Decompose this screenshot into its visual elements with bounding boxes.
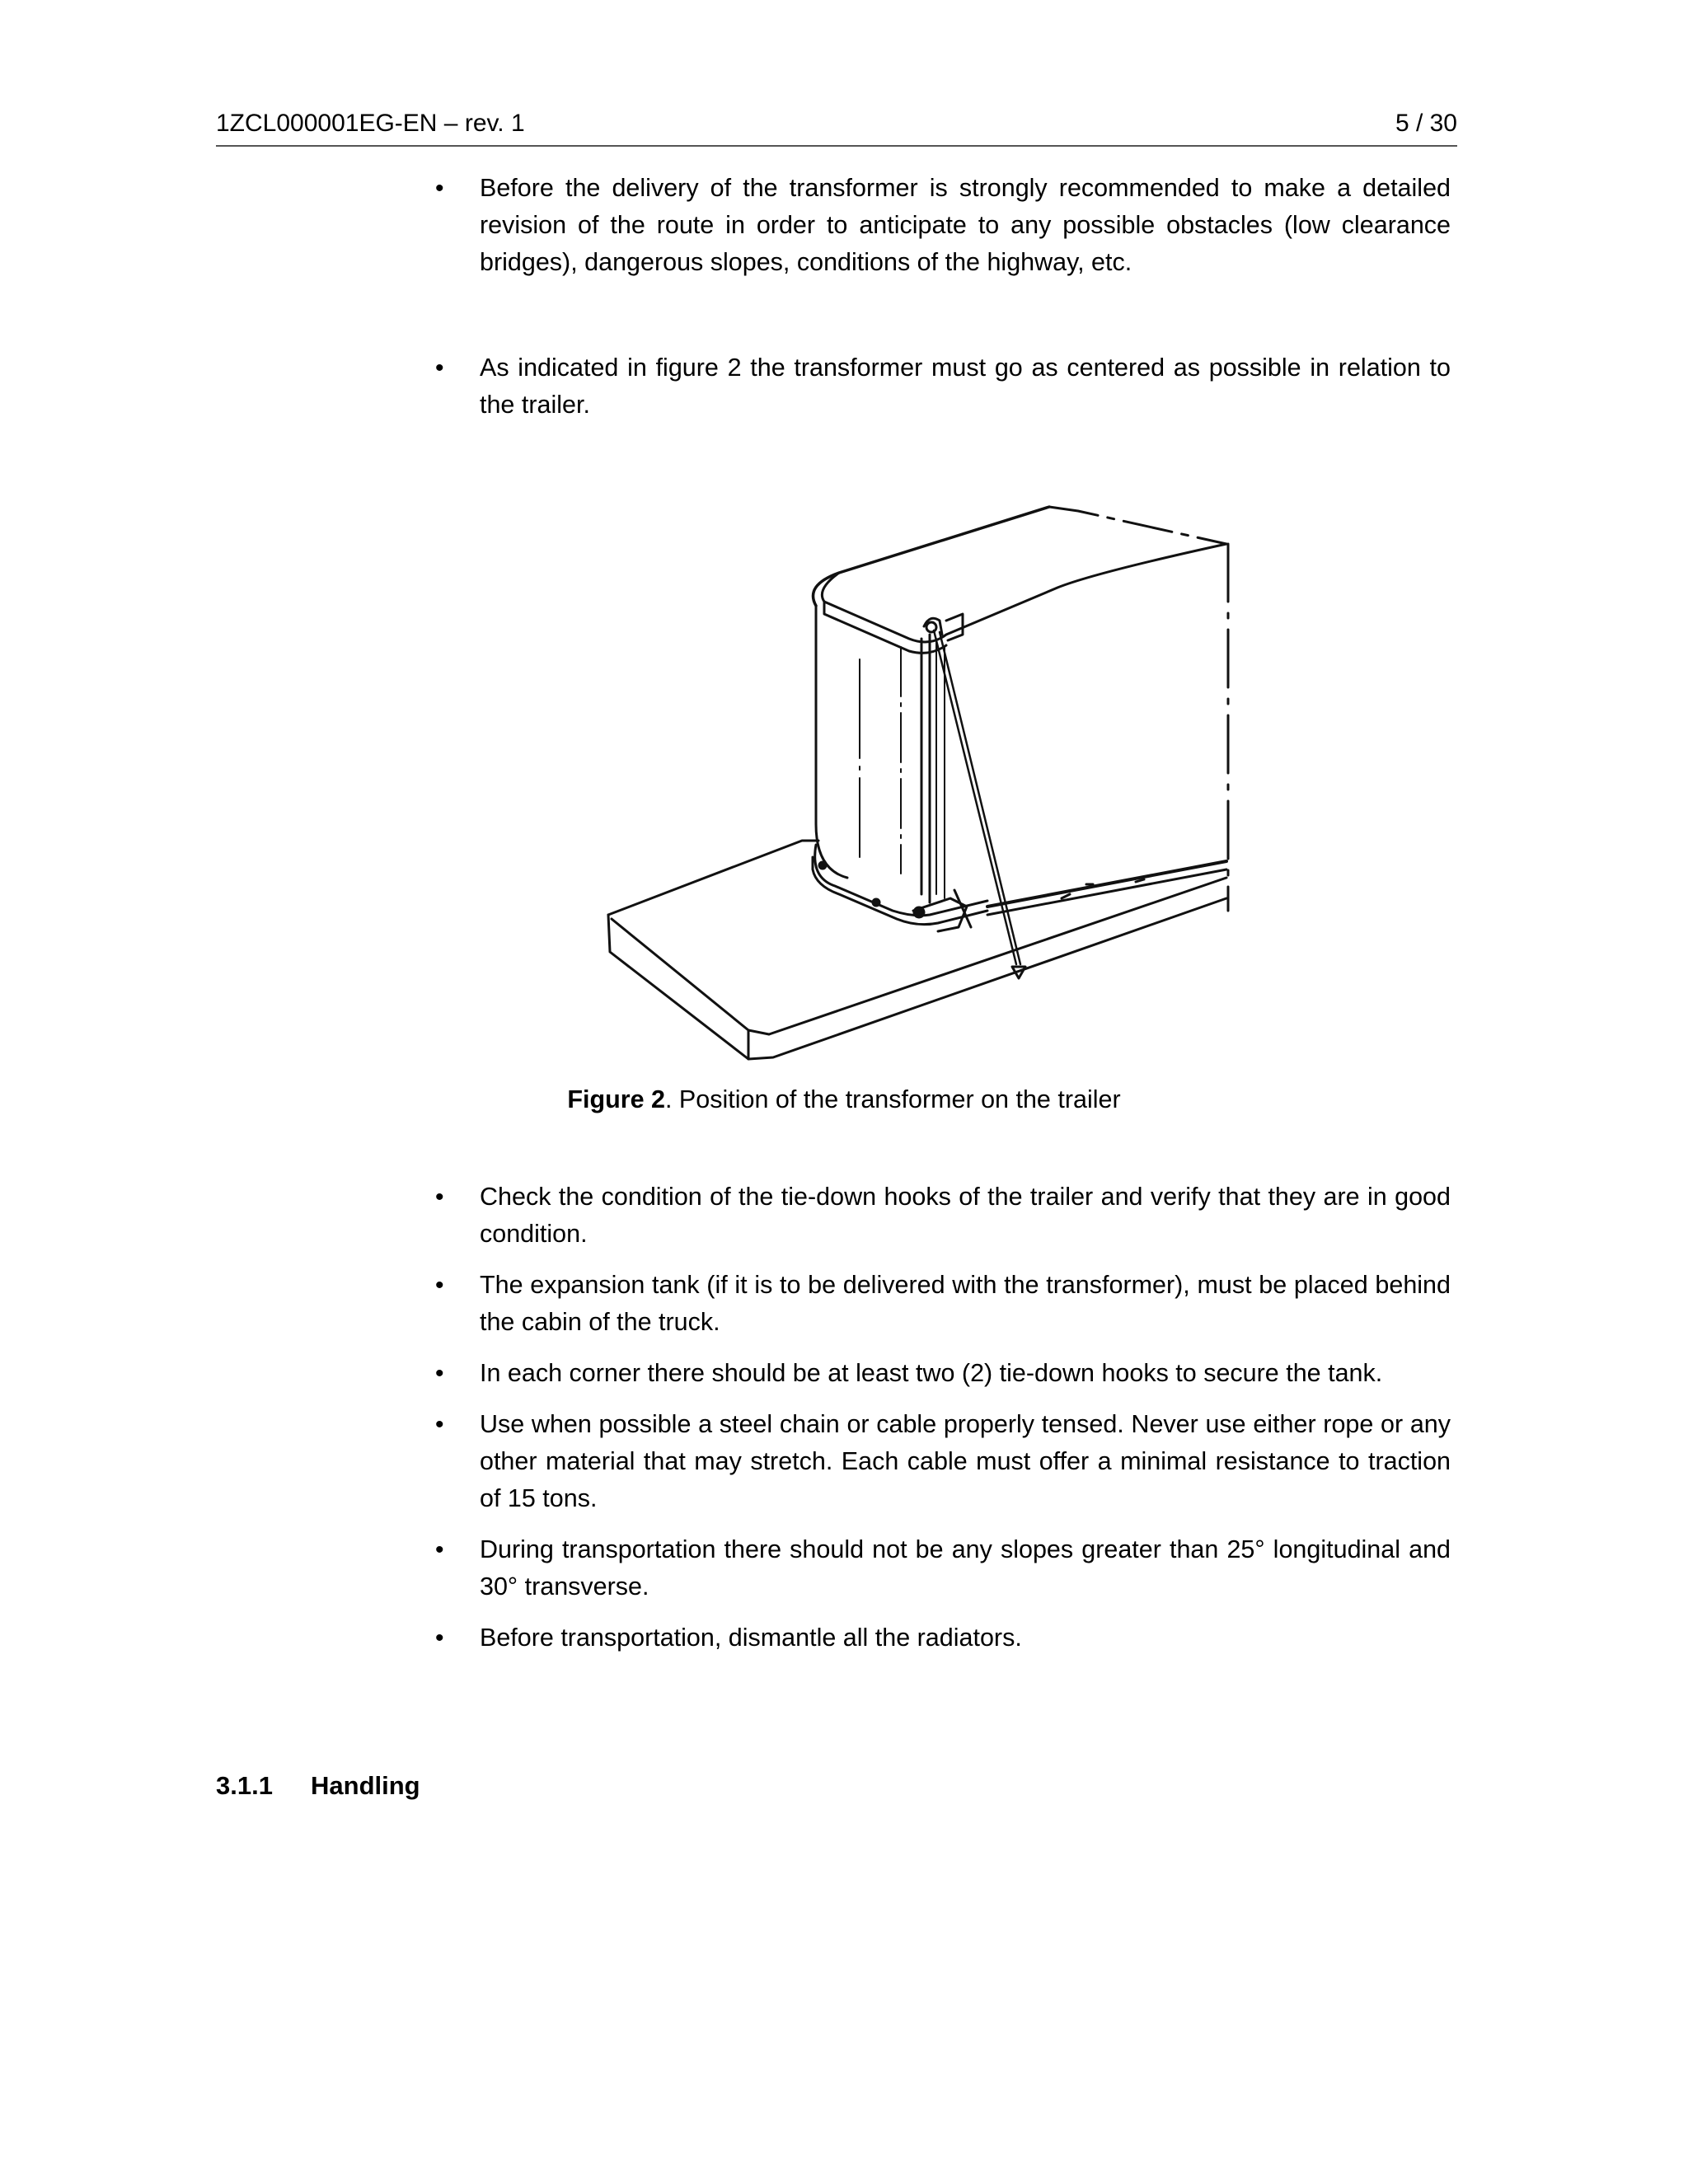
bullet-item: • Before transportation, dismantle all the radiators. [429,1619,1451,1657]
bullet-list-top [429,170,1451,281]
figure-caption-label: Figure 2 [567,1085,665,1113]
bullet-list-mid [429,349,1451,424]
section-title: Handling [311,1771,420,1800]
figure-caption-text: . Position of the transformer on the trailer [664,1085,1121,1113]
bullet-item: • Use when possible a steel chain or cable properly tensed. Never use either rope or any other material that may stretch. Each cable must offer a minimal resistance to traction of 15 tons. [429,1406,1451,1517]
transformer-trailer-figure [600,482,1251,1071]
bullet-list-bottom [429,1179,1451,1671]
bullet-item: • The expansion tank (if it is to be delivered with the transformer), must be placed behind the cabin of the truck. [429,1267,1451,1341]
bullet-item: • Check the condition of the tie-down hooks of the trailer and verify that they are in good condition. [429,1179,1451,1253]
section-number: 3.1.1 [216,1771,273,1800]
bullet-item: • During transportation there should not be any slopes greater than 25° longitudinal and 30° transverse. [429,1531,1451,1605]
transformer-trailer-drawing [600,482,1251,1071]
page-header [216,105,1457,147]
bullet-item: • As indicated in figure 2 the transformer must go as centered as possible in relation to the trailer. [429,349,1451,424]
figure-caption [0,1081,1688,1118]
bullet-item: • In each corner there should be at least two (2) tie-down hooks to secure the tank. [429,1355,1451,1392]
section-heading [216,1768,420,1804]
document-id: 1ZCL000001EG-EN – rev. 1 [216,110,525,137]
page-number: 5 / 30 [1395,110,1457,137]
bullet-item: • Before the delivery of the transformer is strongly recommended to make a detailed revision of the route in order to anticipate to any possible obstacles (low clearance bridges), dangerous slopes, conditions of the highway, etc. [429,170,1451,281]
